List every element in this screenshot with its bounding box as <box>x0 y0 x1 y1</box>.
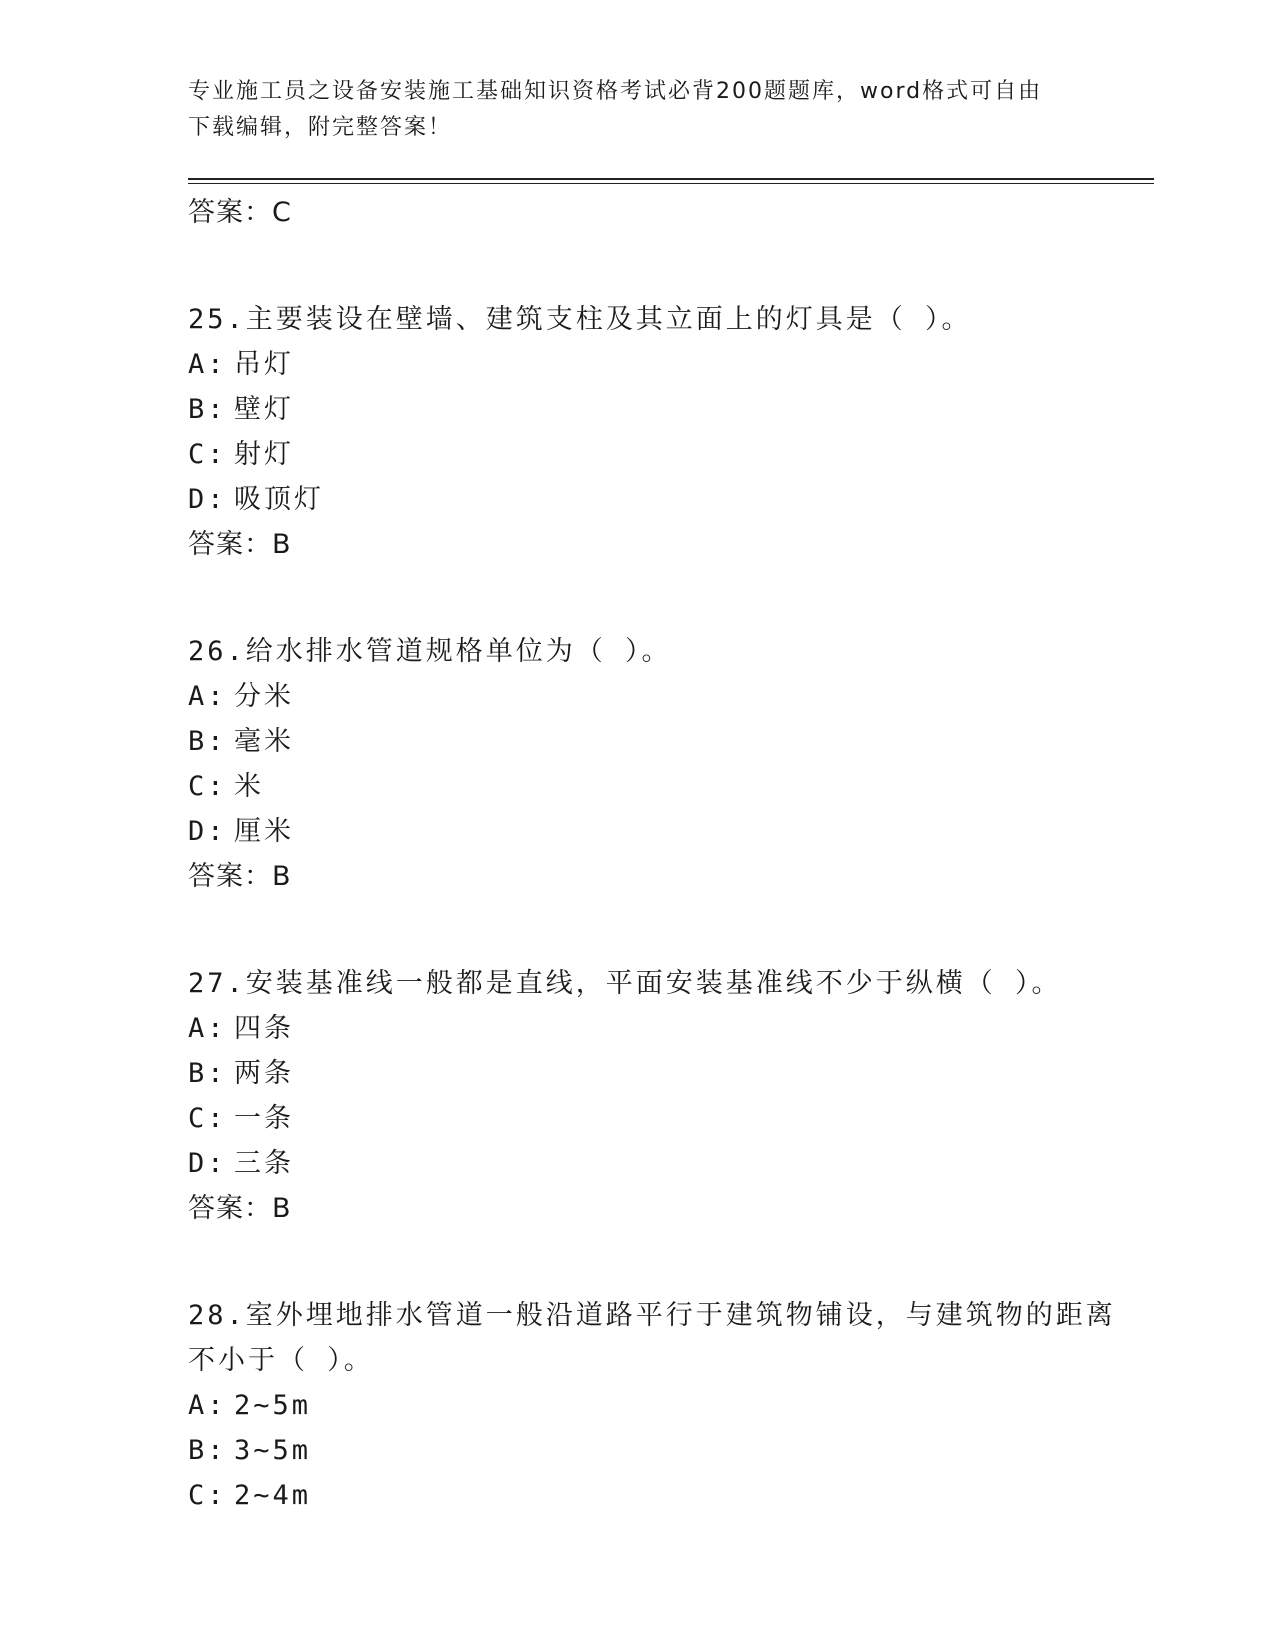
question-body: 安装基准线一般都是直线，平面安装基准线不少于纵横（ ）。 <box>245 968 1062 999</box>
question-number: 27. <box>188 968 246 999</box>
option-c <box>188 432 1148 477</box>
option-key: D: <box>188 1148 227 1179</box>
option-text: 厘米 <box>234 816 294 847</box>
header-divider-thick <box>188 178 1154 180</box>
document-header <box>188 74 1088 146</box>
option-key: D: <box>188 484 227 515</box>
option-key: C: <box>188 1103 227 1134</box>
answer-line: 答案：B <box>188 1193 292 1224</box>
option-text: 分米 <box>234 681 294 712</box>
option-key: B: <box>188 1435 227 1466</box>
answer-line: 答案：C <box>188 197 292 228</box>
option-b <box>188 1428 1148 1473</box>
question-number: 25. <box>188 304 246 335</box>
option-c <box>188 764 1148 809</box>
question-block-28 <box>188 1293 1148 1518</box>
option-a <box>188 1383 1148 1428</box>
option-key: C: <box>188 1480 227 1511</box>
question-text <box>188 297 1148 342</box>
option-text: 壁灯 <box>234 394 294 425</box>
question-body: 主要装设在壁墙、建筑支柱及其立面上的灯具是（ ）。 <box>245 304 972 335</box>
answer-line: 答案：B <box>188 861 292 892</box>
option-d <box>188 1141 1148 1186</box>
question-body: 给水排水管道规格单位为（ ）。 <box>245 636 672 667</box>
option-b <box>188 1051 1148 1096</box>
question-block-26 <box>188 629 1148 899</box>
option-text: 吊灯 <box>234 349 294 380</box>
option-a <box>188 342 1148 387</box>
option-text: 毫米 <box>234 726 294 757</box>
question-block-27 <box>188 961 1148 1231</box>
option-text: 两条 <box>234 1058 294 1089</box>
option-text: 射灯 <box>234 439 294 470</box>
option-key: C: <box>188 439 227 470</box>
option-text: 2~4m <box>234 1480 312 1511</box>
option-c <box>188 1473 1148 1518</box>
question-body: 室外埋地排水管道一般沿道路平行于建筑物铺设，与建筑物的距离 <box>245 1300 1116 1331</box>
option-text: 米 <box>234 771 264 802</box>
option-b <box>188 719 1148 764</box>
option-key: D: <box>188 816 227 847</box>
question-text <box>188 1293 1148 1383</box>
question-line-2: 不小于（ ）。 <box>188 1345 374 1376</box>
spacer <box>188 1231 1148 1293</box>
option-text: 2~5m <box>234 1390 312 1421</box>
question-number: 26. <box>188 636 246 667</box>
option-b <box>188 387 1148 432</box>
spacer <box>188 567 1148 629</box>
option-text: 三条 <box>234 1148 294 1179</box>
question-block-25 <box>188 297 1148 567</box>
header-divider-thin <box>188 183 1154 184</box>
option-key: B: <box>188 394 227 425</box>
header-line-2: 下载编辑，附完整答案！ <box>188 115 453 140</box>
header-line-1: 专业施工员之设备安装施工基础知识资格考试必背200题题库，word格式可自由 <box>188 79 1043 104</box>
option-key: B: <box>188 726 227 757</box>
option-key: C: <box>188 771 227 802</box>
option-text: 吸顶灯 <box>234 484 324 515</box>
option-key: B: <box>188 1058 227 1089</box>
option-text: 3~5m <box>234 1435 312 1466</box>
spacer <box>188 235 1148 297</box>
option-d <box>188 477 1148 522</box>
option-key: A: <box>188 349 227 380</box>
option-key: A: <box>188 1013 227 1044</box>
question-text <box>188 961 1148 1006</box>
option-d <box>188 809 1148 854</box>
spacer <box>188 899 1148 961</box>
question-line-1 <box>188 1293 1148 1338</box>
option-a <box>188 674 1148 719</box>
option-key: A: <box>188 1390 227 1421</box>
question-text <box>188 629 1148 674</box>
option-key: A: <box>188 681 227 712</box>
option-a <box>188 1006 1148 1051</box>
answer-line: 答案：B <box>188 529 292 560</box>
question-number: 28. <box>188 1300 246 1331</box>
option-text: 四条 <box>234 1013 294 1044</box>
question-list <box>188 190 1148 1518</box>
option-c <box>188 1096 1148 1141</box>
option-text: 一条 <box>234 1103 294 1134</box>
